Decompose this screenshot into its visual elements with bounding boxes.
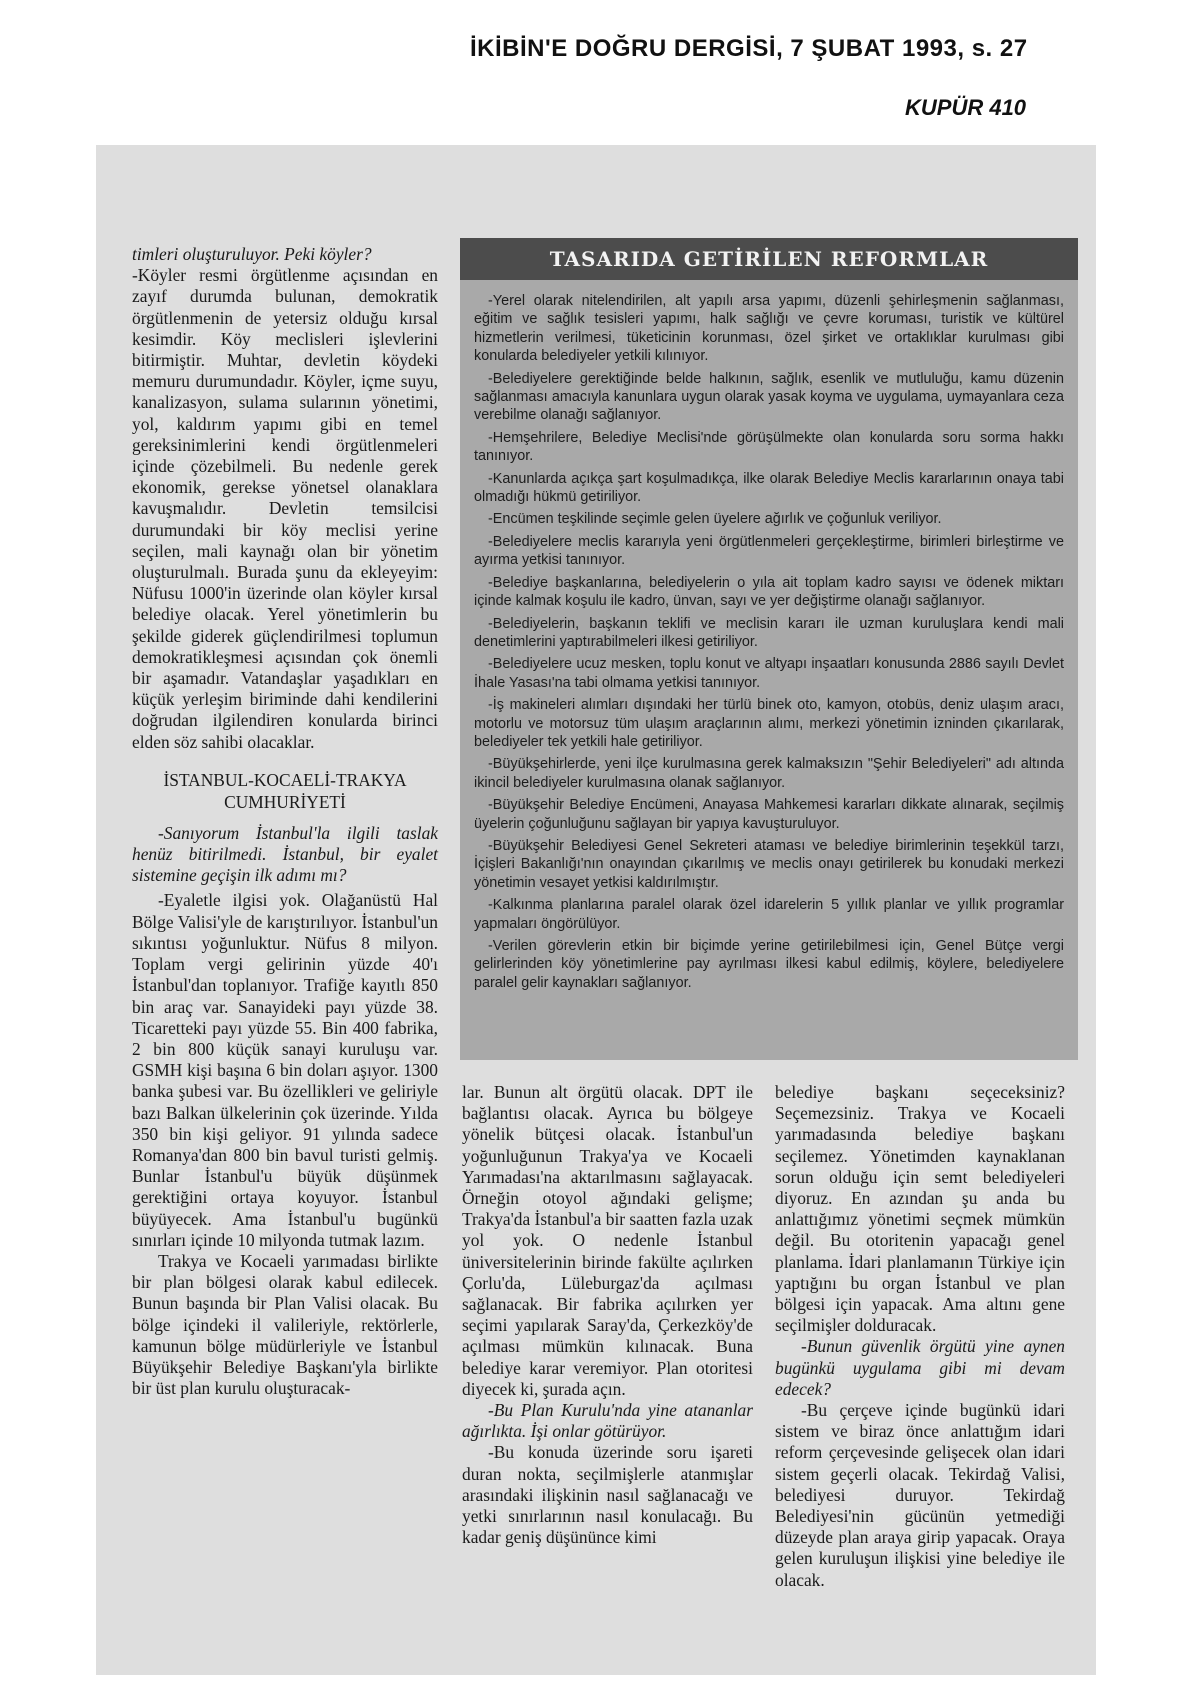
article-column-2 xyxy=(462,1082,753,1548)
subheading-line-1: İSTANBUL-KOCAELİ-TRAKYA xyxy=(163,769,407,790)
answer-paragraph: belediye başkanı seçeceksiniz? Seçemezsiniz. Trakya ve Kocaeli yarımadasında belediye başkanı seçilemez. Yönetimden kaynaklanan sorun olduğu için semt belediyeleri diyoruz. En azından şu anda bu anlattığımız yönetimi seçmek mümkün değil. Bu otoritenin yapacağı genel planlama. İdari planlamanın Türkiye için yaptığını bu organ İstanbul ve plan bölgesi için yapacak. Ama altını gene seçilmişler dolduracak. xyxy=(775,1082,1065,1336)
reform-item: -Büyükşehir Belediyesi Genel Sekreteri ataması ve belediye birimlerinin teşekkül tarzı, İçişleri Bakanlığı'nın onayından çıkarılmış ve meclis onayı getirilerek bu konudaki merkezi yönetimin vesayet yetkisi kaldırılmıştır. xyxy=(474,837,1064,891)
reform-item: -İş makineleri alımları dışındaki her türlü binek oto, kamyon, otobüs, deniz ulaşım aracı, motorlu ve motorsuz tüm ulaşım araçlarının alımı, merkezi yönetimin izninden çıkarılarak, belediyeler tek yetkili hale getiriliyor. xyxy=(474,697,1064,750)
section-subheading xyxy=(132,769,438,813)
answer-paragraph: -Köyler resmi örgütlenme açısından en zayıf durumda bulunan, demokratik örgütlenmenin de yetersiz olduğu kırsal kesimdir. Köy meclisleri işlevlerini bitirmiştir. Muhtar, devletin köydeki memuru durumundadır. Köyler, içme suyu, kanalizasyon, sulama sularının yönetimi, yol, kaldırım yapımı gibi en temel gereksinimlerini kendi örgütlenmeleri içinde çözebilmeli. Bu nedenle gerek ekonomik, gerekse yönetsel olanaklara kavuşmalıdır. Devletin temsilcisi durumundaki bir köy meclisi yerine seçilen, mali kaynağı olan bir yönetim oluşturulmalı. Burada şunu da ekleyeyim: Nüfusu 1000'in üzerinde olan köyler kırsal belediye olacak. Yerel yönetimlerin bu şekilde giderek güçlendirilmesi toplumun demokratikleşmesi açısından çok önemli bir aşamadır. Vatandaşlar yaşadıkları en küçük yerleşim biriminde dahi kendilerini doğrudan ilgilendiren konularda birinci elden söz sahibi olacaklar. xyxy=(132,265,438,752)
article-column-3 xyxy=(775,1082,1065,1591)
answer-paragraph: lar. Bunun alt örgütü olacak. DPT ile bağlantısı olacak. Ayrıca bu bölgeye yönelik bütçesi olacak. İstanbul'un yoğunluğunun Trakya'ya ve Kocaeli Yarımadası'na aktarılmasını sağlayacak. Örneğin otoyol ağındaki gelişme; Trakya'da İstanbul'a bir saatten fazla uzak yol yok. O nedenle İstanbul üniversitelerinin birinde fakülte açılırken Çorlu'da, Lüleburgaz'da açılması sağlanacak. Bir fabrika açılırken yer seçimi yapılarak Saray'da, Çerkezköy'de açılması mümkün kılınacak. Buna belediye karar veremiyor. Plan otoritesi diyecek ki, şurada açın. xyxy=(462,1082,754,1399)
reform-item: -Yerel olarak nitelendirilen, alt yapılı arsa yapımı, düzenli şehirleşmenin sağlanması, eğitim ve sağlık tesisleri yapımı, halk sağlığı ve çevre koruması, turistik ve kültürel hizmetlerin verilmesi, tüketicinin korunması, özel şirket ve ortaklıklar kurulması gibi konularda belediyeler yetkili kılınıyor. xyxy=(474,293,1064,365)
interview-question: -Bu Plan Kurulu'nda yine atananlar ağırlıkta. İşi onlar götürüyor. xyxy=(462,1400,753,1442)
interview-question: -Sanıyorum İstanbul'la ilgili taslak henüz bitirilmedi. İstanbul, bir eyalet sistemine geçişin ilk adımı mı? xyxy=(132,822,438,886)
reform-item: -Kalkınma planlarına paralel olarak özel idarelerin 5 yıllık planlar ve yıllık programlar yapmaları öngörülüyor. xyxy=(474,897,1064,932)
answer-paragraph: -Eyaletle ilgisi yok. Olağanüstü Hal Bölge Valisi'yle de karıştırılıyor. İstanbul'un sıkıntısı yoğunluktur. Nüfus 8 milyon. Toplam vergi gelirinin yüzde 40'ı İstanbul'dan toplanıyor. Trafiğe kayıtlı 850 bin araç var. Sanayideki payı yüzde 38. Ticaretteki payı yüzde 55. Bin 400 fabrika, 2 bin 800 küçük sanayi kuruluşu var. GSMH kişi başına 6 bin doları aşıyor. 1300 banka şubesi var. Bu özellikleri ve geliriyle bazı Balkan ülkelerinin çok üzerinde. Yılda 350 bin kişi geliyor. 91 yılında sadece Romanya'dan 800 bin bavul turisti gelmiş. Bunlar İstanbul'u büyük düşünmek gerektiğini ortaya koyuyor. İstanbul büyüyecek. Ama İstanbul'u bugünkü sınırları içinde 10 milyonda tutmak lazım. xyxy=(132,890,438,1250)
answer-paragraph: -Bu konuda üzerinde soru işareti duran nokta, seçilmişlerle atanmışlar arasındaki ilişkinin nasıl sağlanacağı ve yetki sınırlarının nasıl konulacağı. Bu kadar geniş düşününce kimi xyxy=(462,1442,753,1548)
reform-item: -Büyükşehir Belediye Encümeni, Anayasa Mahkemesi kararları dikkate alınarak, seçilmiş üyelerin çoğunluğunu sağlayan bir yapıya kavuşturuluyor. xyxy=(474,797,1064,832)
question-tail: timleri oluşturuluyor. Peki köyler? xyxy=(132,244,372,264)
reform-item: -Belediyelerin, başkanın teklifi ve meclisin kararı ile uzman kuruluşlara kendi mali denetimlerini yaptırabilmeleri ilkesi getiriliyor. xyxy=(474,615,1064,650)
reform-item: -Verilen görevlerin etkin bir biçimde yerine getirilebilmesi için, Genel Bütçe vergi gelirlerinden köy yönetimlerine pay ayrılması ilkesi kabul edilmiş, köylere, belediyelere paralel gelir kaynakları sağlanıyor. xyxy=(474,938,1064,991)
reforms-sidebar-box xyxy=(460,238,1078,1060)
reform-item: -Belediye başkanlarına, belediyelerin o yıla ait toplam kadro sayısı ve ödenek miktarı içinde kalmak koşulu ile kadro, ünvan, sayı ve yer değiştirme olanağı sağlanıyor. xyxy=(474,574,1064,610)
reform-item: -Kanunlarda açıkça şart koşulmadıkça, ilke olarak Belediye Meclis kararlarının onaya tabi olmadığı hükmü getiriliyor. xyxy=(474,470,1064,506)
reform-item: -Encümen teşkilinde seçimle gelen üyelere ağırlık ve çoğunluk veriliyor. xyxy=(488,511,942,528)
article-column-1 xyxy=(132,244,438,1399)
publication-title: İKİBİN'E DOĞRU DERGİSİ, 7 ŞUBAT 1993, s. 27 xyxy=(470,35,1028,62)
reform-item: -Belediyelere meclis kararıyla yeni örgütlenmeleri gerçekleştirme, birimleri birleştirme ve ayırma yetkisi tanınıyor. xyxy=(474,533,1064,569)
reform-item: -Belediyelere ucuz mesken, toplu konut ve altyapı inşaatları konusunda 2886 sayılı Devlet İhale Yasası'na tabi olmama yetkisi tanınıyor. xyxy=(474,656,1064,691)
answer-paragraph: Trakya ve Kocaeli yarımadası birlikte bir plan bölgesi olarak kabul edilecek. Bunun başında bir Plan Valisi olacak. Bu bölge içindeki il valileriyle, rektörlerle, kamunun bölge müdürleriyle ve İstanbul Büyükşehir Belediye Başkanı'yla birlikte bir üst plan kurulu oluşturacak- xyxy=(132,1250,438,1399)
reform-item: -Hemşehrilere, Belediye Meclisi'nde görüşülmekte olan konularda soru sorma hakkı tanınıyor. xyxy=(474,429,1064,465)
sidebar-title: TASARIDA GETİRİLEN REFORMLAR xyxy=(460,238,1078,280)
answer-paragraph: -Bu çerçeve içinde bugünkü idari sistem ve biraz önce anlattığım idari reform çerçevesinde gelişecek olan idari sistem geçerli olacak. Tekirdağ Valisi, belediyesi duruyor. Tekirdağ Belediyesi'nin gücünün yetmediği düzeyde plan araya girip yapacak. Oraya gelen kuruluşun ilişkisi yine belediye ile olacak. xyxy=(775,1400,1065,1590)
sidebar-body xyxy=(474,292,1064,996)
interview-question: -Bunun güvenlik örgütü yine aynen bugünkü uygulama gibi mi devam edecek? xyxy=(775,1336,1065,1399)
reform-item: -Belediyelere gerektiğinde belde halkının, sağlık, esenlik ve mutluluğu, kamu düzenin sağlanması amacıyla kanunlara uygun olarak yasak koyma ve uygulama, uymayanlara ceza verebilme olanağı sağlanıyor. xyxy=(474,370,1064,424)
clipping-number: KUPÜR 410 xyxy=(905,95,1027,120)
subheading-line-2: CUMHURİYETİ xyxy=(224,791,346,812)
reform-item: -Büyükşehirlerde, yeni ilçe kurulmasına gerek kalmaksızın "Şehir Belediyeleri" adı altında ikincil belediyeler kurulmasına olanak sağlanıyor. xyxy=(474,756,1064,791)
